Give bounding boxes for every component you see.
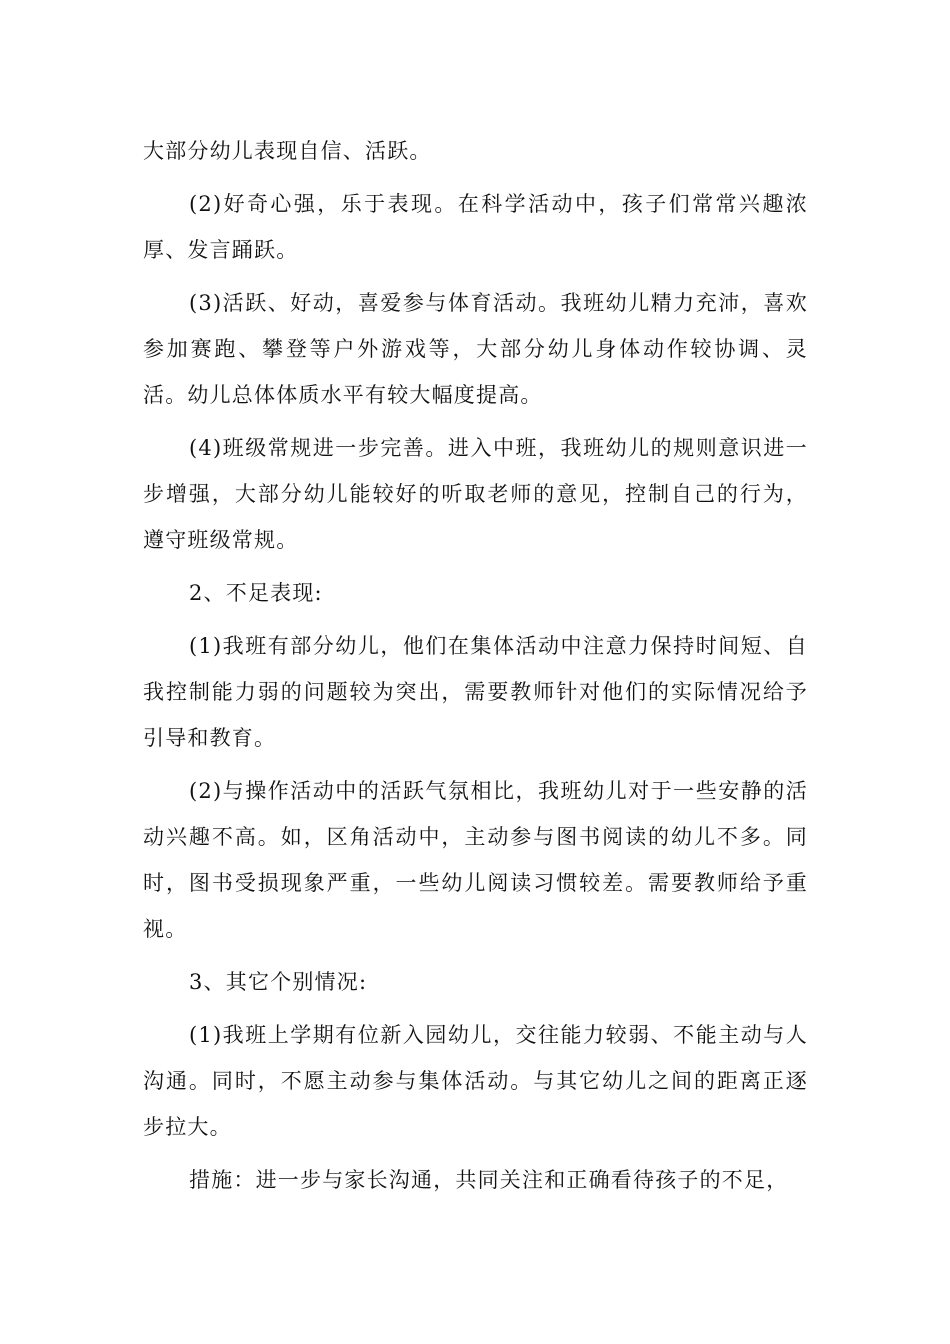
section-heading-shortcomings: 2、不足表现: (189, 581, 323, 605)
paragraph-new-child: (1)我班上学期有位新入园幼儿，交往能力较弱、不能主动与人沟通。同时，不愿主动参与集体活动。与其它幼儿之间的距离正逐步拉大。 (143, 1023, 808, 1139)
paragraph-active-sports: (3)活跃、好动，喜爱参与体育活动。我班幼儿精力充沛，喜欢参加赛跑、攀登等户外游戏等，大部分幼儿身体动作较协调、灵活。幼儿总体体质水平有较大幅度提高。 (143, 291, 808, 407)
paragraph-class-rules: (4)班级常规进一步完善。进入中班，我班幼儿的规则意识进一步增强，大部分幼儿能较好的听取老师的意见，控制自己的行为，遵守班级常规。 (143, 436, 808, 552)
document-body (143, 128, 808, 1210)
paragraph-measures: 措施：进一步与家长沟通，共同关注和正确看待孩子的不足， (189, 1168, 789, 1192)
paragraph-curiosity: (2)好奇心强，乐于表现。在科学活动中，孩子们常常兴趣浓厚、发言踊跃。 (143, 192, 808, 262)
paragraph-quiet-activities: (2)与操作活动中的活跃气氛相比，我班幼儿对于一些安静的活动兴趣不高。如，区角活动中，主动参与图书阅读的幼儿不多。同时，图书受损现象严重，一些幼儿阅读习惯较差。需要教师给予重视。 (143, 779, 808, 941)
paragraph-continuation: 大部分幼儿表现自信、活跃。 (143, 139, 432, 163)
section-heading-other-cases: 3、其它个别情况: (189, 970, 368, 994)
paragraph-attention-span: (1)我班有部分幼儿，他们在集体活动中注意力保持时间短、自我控制能力弱的问题较为突出，需要教师针对他们的实际情况给予引导和教育。 (143, 634, 808, 750)
